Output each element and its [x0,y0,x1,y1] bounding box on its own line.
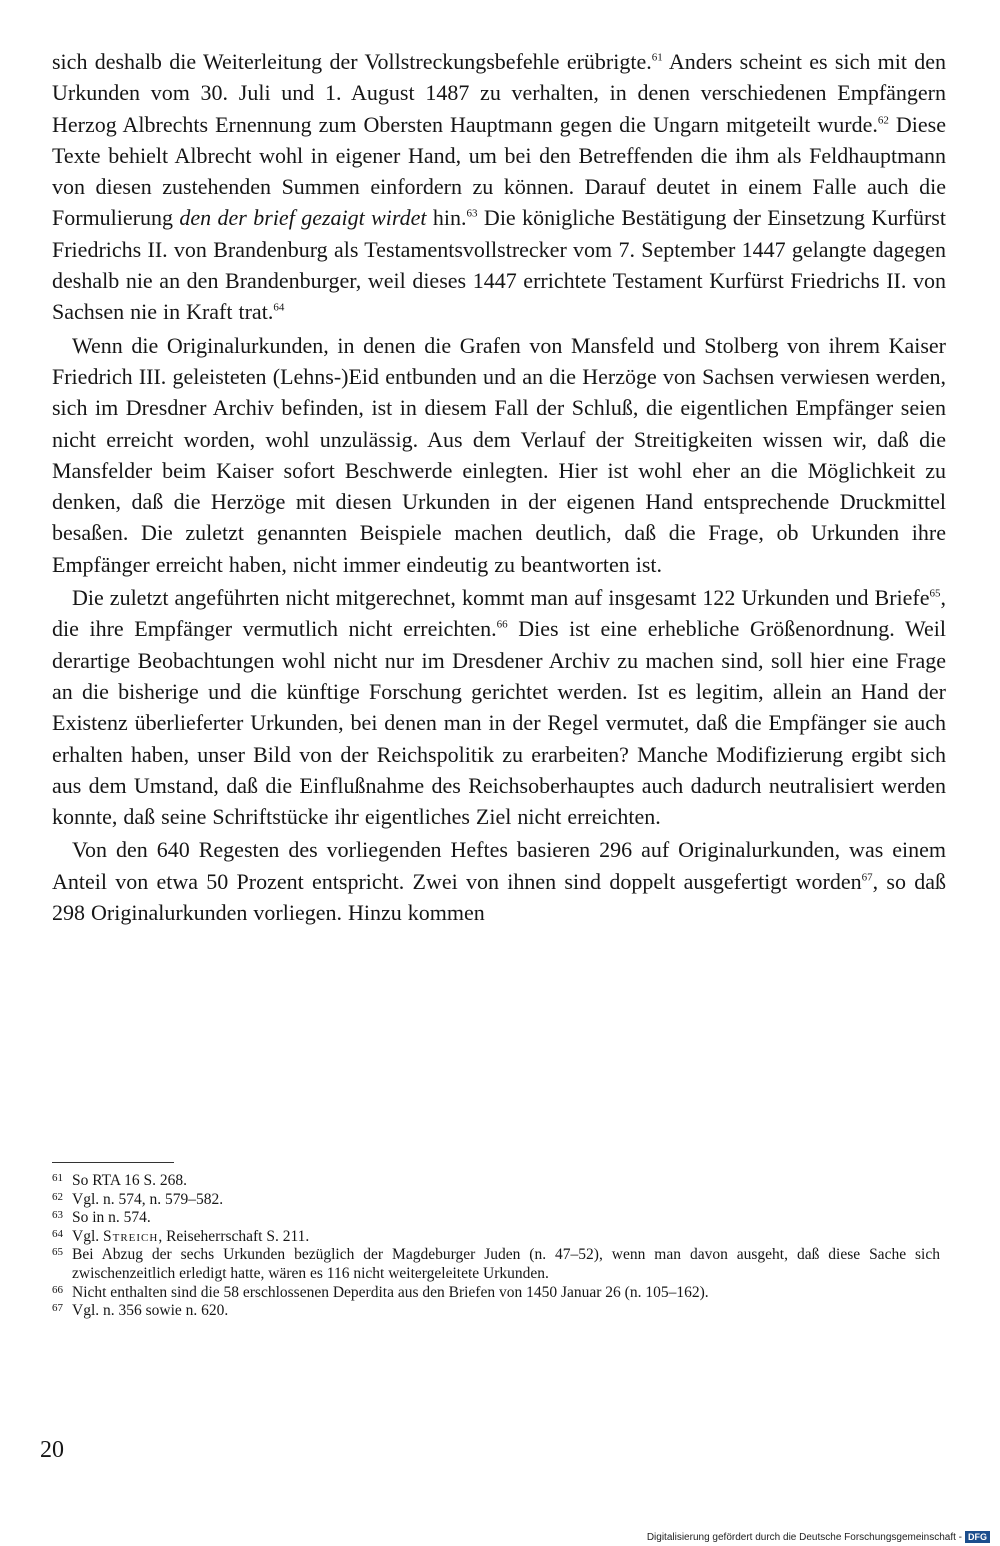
footnote-text: Vgl. Streich, Reiseherrschaft S. 211. [72,1227,310,1245]
footnotes [52,1172,940,1321]
paragraph: Von den 640 Regesten des vorliegenden Heftes basieren 296 auf Originalurkunden, was einem Anteil von etwa 50 Prozent entspricht. Zwei von ihnen sind doppelt ausgefertigt worden$^{67}$, so daß 298 Originalurkunden vorliegen. Hinzu kommen [52,837,947,926]
footnote-reference: 67 [861,871,873,884]
digitization-credit [647,1531,990,1543]
footnote-number: 61 [52,1172,63,1184]
credit-text: Digitalisierung gefördert durch die Deutsche Forschungsgemeinschaft - [646,1532,962,1543]
paragraph: Die zuletzt angeführten nicht mitgerechnet, kommt man auf insgesamt 122 Urkunden und Briefe$^{65}$, die ihre Empfänger vermutlich nicht erreichten.$^{66}$ Dies ist eine erhebliche Größenordnung. Weil derartige Beobachtungen wohl nicht nur im Dresdener Archiv zu machen sind, soll hier eine Frage an die bisherige und die künftige Forschung gerichtet werden. Ist es legitim, allein an Hand der Existenz überlieferter Urkunden, bei denen man in der Regel vermutet, daß die Empfänger sie auch erhalten haben, unser Bild von der Reichspolitik zu erarbeiten? Manche Modifizierung ergibt sich aus dem Umstand, daß die Einflußnahme des Reichsoberhauptes auch dadurch neutralisiert werden konnte, daß seine Schriftstücke ihr eigentliches Ziel nicht erreichten. [52,585,947,830]
footnote [52,1191,940,1210]
footnote [52,1246,940,1283]
footnote-reference: 62 [877,114,889,127]
footnote-number: 64 [52,1227,63,1240]
footnote [52,1172,940,1191]
footnote-text: Bei Abzug der sechs Urkunden bezüglich der Magdeburger Juden (n. 47–52), wenn man davon ausgeht, daß diese Sache sich zwischenzeitlich erledigt hatte, wären es 116 nicht weitergeleitete Urkunden. [72,1246,940,1282]
footnote-text: Vgl. n. 356 sowie n. 620. [72,1302,229,1320]
footnote-text: Nicht enthalten sind die 58 erschlossenen Deperdita aus den Briefen von 1450 Januar 26 (n. 105–162). [72,1283,709,1301]
author-name: Streich [103,1227,159,1245]
footnote-reference: 63 [466,208,478,221]
footnote-reference: 65 [929,587,941,600]
footnote-number: 67 [52,1302,63,1315]
paragraph: Wenn die Originalurkunden, in denen die Grafen von Mansfeld und Stolberg von ihrem Kaiser Friedrich III. geleisteten (Lehns-)Eid entbunden und an die Herzöge von Sachsen verwiesen werden, sich im Dresdner Archiv befinden, ist in diesem Fall der Schluß, die eigentlichen Empfänger seien nicht erreicht worden, wohl unzulässig. Aus dem Verlauf der Streitigkeiten wissen wir, daß die Mansfelder beim Kaiser sofort Beschwerde einlegten. Hier ist wohl eher an die Möglichkeit zu denken, daß die Herzöge mit diesen Urkunden in der eigenen Hand entsprechende Druckmittel besaßen. Die zuletzt genannten Beispiele machen deutlich, daß die Frage, ob Urkunden ihre Empfänger erreicht haben, nicht immer eindeutig zu beantworten ist. [52,332,946,577]
footnote [52,1209,940,1228]
footnote-number: 62 [52,1190,63,1203]
paragraph: sich deshalb die Weiterleitung der Vollstreckungsbefehle erübrigte.$^{61}$ Anders scheint es sich mit den Urkunden vom 30. Juli und 1. August 1487 zu verhalten, in denen verschiedenen Empfängern Herzog Albrechts Ernennung zum Obersten Hauptmann gegen die Ungarn mitgeteilt wurde.$^{62}$ Diese Texte behielt Albrecht wohl in eigener Hand, um bei den Betreffenden die ihm als Feldhauptmann von diesen zustehenden Summen einfordern zu können. Darauf deutet in einem Falle auch die Formulierung den der brief gezaigt wirdet hin.$^{63}$ Die königliche Bestätigung der Einsetzung Kurfürst Friedrichs II. von Brandenburg als Testamentsvollstrecker vom 7. September 1447 gelangte dagegen deshalb nie an den Brandenburger, weil dieses 1447 errichtete Testament Kurfürst Friedrichs II. von Sachsen nie in Kraft trat.$^{64}$ [52,49,946,325]
footnote-reference: 66 [496,619,508,632]
footnote [52,1302,940,1321]
footnote [52,1228,940,1247]
footnote-number: 63 [52,1209,63,1222]
footnote-number: 65 [52,1246,63,1259]
footnote-reference: 61 [651,51,663,64]
page-number: 20 [40,1437,64,1463]
footnote-separator [52,1162,174,1163]
footnote-text: So RTA 16 S. 268. [72,1172,187,1189]
dfg-logo: DFG [965,1531,990,1543]
quoted-phrase: den der brief gezaigt wirdet [179,205,427,231]
footnote-reference: 64 [273,302,285,315]
body-text [52,46,946,928]
footnote-text: So in n. 574. [72,1209,151,1227]
footnote-text: Vgl. n. 574, n. 579–582. [72,1190,224,1208]
footnote [52,1284,940,1303]
footnote-number: 66 [52,1283,63,1296]
